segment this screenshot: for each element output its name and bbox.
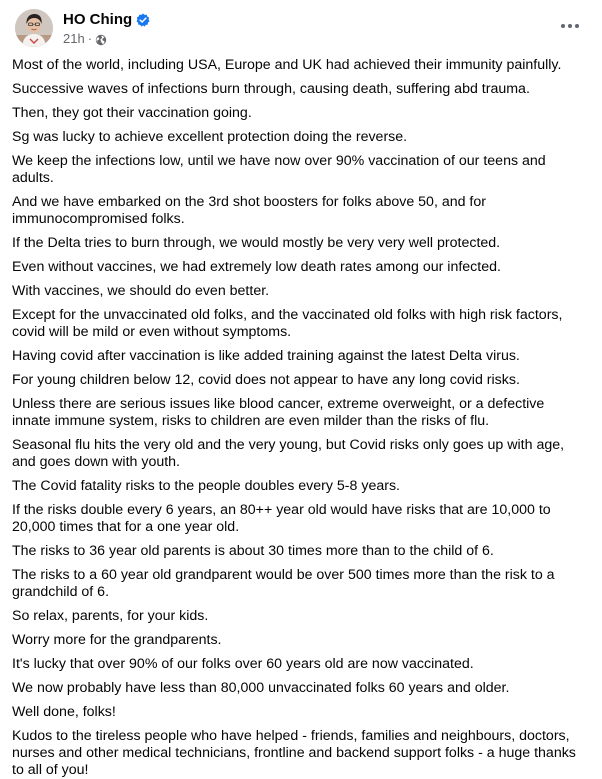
post-paragraph: Seasonal flu hits the very old and the very young, but Covid risks only goes up with age, and goes down with youth. (12, 437, 565, 470)
post-paragraph: For young children below 12, covid does not appear to have any long covid risks. (12, 372, 520, 388)
avatar-image (15, 9, 53, 47)
post-paragraph: It's lucky that over 90% of our folks over 60 years old are now vaccinated. (12, 656, 474, 672)
post-paragraph: If the risks double every 6 years, an 80++ year old would have risks that are 10,000 to 20,000 times that for a one year old. (12, 502, 551, 535)
post-paragraph: Kudos to the tireless people who have helped - friends, families and neighbours, doctors, nurses and other medical technicians, frontline and backend support folks - a huge thanks to all of you! (12, 728, 576, 778)
post-body (12, 57, 590, 779)
more-options-button[interactable] (556, 12, 584, 40)
post-paragraph: Sg was lucky to achieve excellent protection doing the reverse. (12, 129, 408, 145)
post-paragraph: And we have embarked on the 3rd shot boosters for folks above 50, and for immunocompromised folks. (12, 194, 486, 227)
author-name[interactable]: HO Ching (63, 11, 133, 28)
post-paragraph: So relax, parents, for your kids. (12, 608, 209, 624)
post-paragraph: We now probably have less than 80,000 unvaccinated folks 60 years and older. (12, 680, 510, 696)
post-paragraph: Most of the world, including USA, Europe and UK had achieved their immunity painfully. (12, 57, 562, 73)
post-paragraph: Successive waves of infections burn through, causing death, suffering abd trauma. (12, 81, 530, 97)
more-options-icon (561, 24, 565, 28)
post-paragraph: If the Delta tries to burn through, we would mostly be very very well protected. (12, 235, 501, 251)
post-paragraph: Except for the unvaccinated old folks, and the vaccinated old folks with high risk factors, covid will be mild or even without symptoms. (12, 307, 563, 340)
verified-badge-icon (136, 13, 150, 27)
post-paragraph: We keep the infections low, until we have now over 90% vaccination of our teens and adults. (12, 153, 546, 186)
more-options-icon (575, 24, 579, 28)
author-block (63, 11, 150, 48)
post-paragraph: Then, they got their vaccination going. (12, 105, 252, 121)
post-timestamp[interactable]: 21h (63, 31, 85, 46)
post-paragraph: The risks to a 60 year old grandparent would be over 500 times more than the risk to a grandchild of 6. (12, 567, 555, 600)
post-paragraph: Worry more for the grandparents. (12, 632, 222, 648)
avatar[interactable] (15, 9, 53, 47)
post-paragraph: With vaccines, we should do even better. (12, 283, 270, 299)
post-paragraph: The Covid fatality risks to the people doubles every 5-8 years. (12, 478, 400, 494)
more-options-icon (568, 24, 572, 28)
post-paragraph: Even without vaccines, we had extremely low death rates among our infected. (12, 259, 501, 275)
post-paragraph: Well done, folks! (12, 704, 116, 720)
post-meta (63, 30, 150, 48)
post-paragraph: The risks to 36 year old parents is about 30 times more than to the child of 6. (12, 543, 494, 559)
author-row (63, 11, 150, 29)
post-paragraph: Unless there are serious issues like blood cancer, extreme overweight, or a defective innate immune system, risks to children are even milder than the risks of flu. (12, 396, 545, 429)
post-header (12, 8, 590, 48)
post-paragraph: Having covid after vaccination is like added training against the latest Delta virus. (12, 348, 520, 364)
meta-separator: · (87, 31, 93, 46)
globe-icon[interactable] (95, 33, 107, 45)
